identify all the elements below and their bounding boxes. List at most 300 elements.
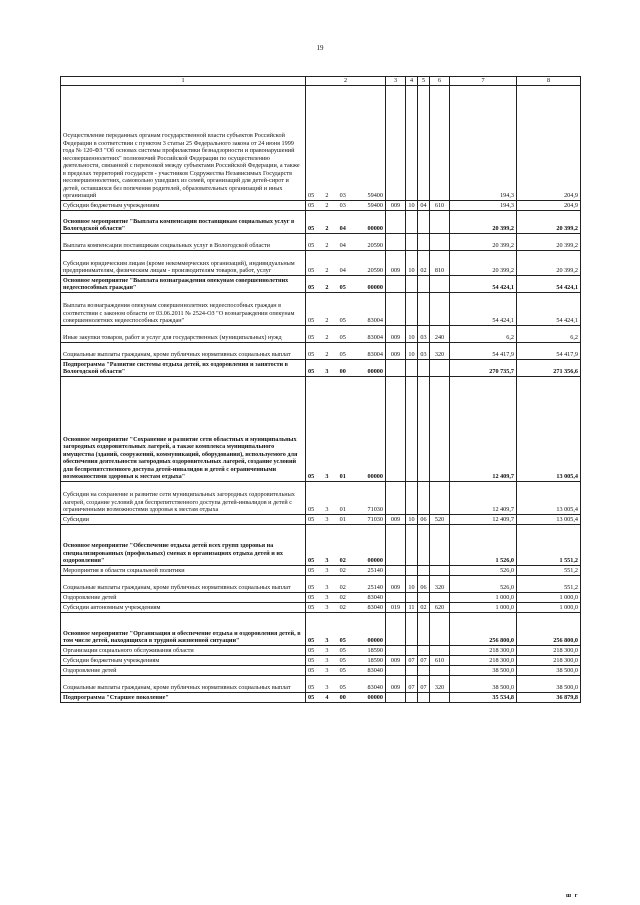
section-code <box>406 276 418 293</box>
header-cell: 7 <box>450 77 517 86</box>
code-part: 05 <box>308 267 315 275</box>
amount-year2: 20 399,2 <box>517 234 581 251</box>
amount-year2: 13 005,4 <box>517 482 581 515</box>
code-part: 03 <box>339 192 346 200</box>
amount-year2: 13 005,4 <box>517 515 581 525</box>
row-name: Осуществление переданных органам государственной власти субъектов Российской Федерации в соответствии с пунктом 3 статьи 25 Федерального закона от 24 июня 1999 года № 120-ФЗ "Об основах системы профилактики безнадзорности и правонарушений несовершеннолетних" полномочий Российской Федерации по осуществлению деятельности, связанной с перевозкой между субъектами Российской Федерации, а также в пределах территорий государств - участников Содружества Независимых Государств несовершеннолетних, самовольно ушедших из семей, организаций для детей-сирот и детей, оставшихся без попечения родителей, образовательных организаций и иных организаций <box>61 86 306 201</box>
code-part: 2 <box>325 317 329 325</box>
amount-year1: 38 500,0 <box>450 676 517 693</box>
table-row <box>61 377 581 482</box>
code-parts <box>308 267 383 275</box>
code-part: 05 <box>308 516 315 524</box>
amount-year1: 1 000,0 <box>450 603 517 613</box>
amount-year1: 38 500,0 <box>450 666 517 676</box>
subsection-code: 07 <box>418 676 430 693</box>
header-cell: 2 <box>306 77 386 86</box>
row-name: Субсидии на сохранение и развитие сети муниципальных загородных оздоровительных лагерей, создание условий для беспрепятственного доступа детей-инвалидов и детей с ограниченными возможностями здоровья к местам отдыха <box>61 482 306 515</box>
amount-year2: 1 000,0 <box>517 593 581 603</box>
code-part: 05 <box>308 242 315 250</box>
section-code <box>406 566 418 576</box>
subsection-code <box>418 666 430 676</box>
section-code <box>406 377 418 482</box>
code-part: 59400 <box>367 192 383 200</box>
table-row <box>61 576 581 593</box>
code-parts <box>308 657 383 665</box>
row-name: Мероприятия в области социальной политики <box>61 566 306 576</box>
code-part: 25140 <box>367 567 383 575</box>
row-code <box>306 326 386 343</box>
row-code <box>306 676 386 693</box>
table-row <box>61 326 581 343</box>
section-code: 07 <box>406 676 418 693</box>
amount-year2: 218 300,0 <box>517 646 581 656</box>
row-name: Субсидии юридическим лицам (кроме некоммерческих организаций), индивидуальным предпринимателям, физическим лицам - производителям товаров, работ, услуг <box>61 251 306 276</box>
code-part: 04 <box>339 225 346 233</box>
expense-type-code: 520 <box>430 515 450 525</box>
code-part: 05 <box>308 506 315 514</box>
code-part: 05 <box>339 317 346 325</box>
code-part: 05 <box>308 225 315 233</box>
row-name: Субсидии автономным учреждениям <box>61 603 306 613</box>
code-part: 05 <box>308 284 315 292</box>
code-part: 05 <box>308 334 315 342</box>
table-row <box>61 593 581 603</box>
code-parts <box>308 368 383 376</box>
expense-type-code <box>430 377 450 482</box>
amount-year2: 551,2 <box>517 576 581 593</box>
row-name: Субсидии <box>61 515 306 525</box>
row-code <box>306 201 386 211</box>
code-part: 83004 <box>367 317 383 325</box>
row-name: Субсидии бюджетным учреждениям <box>61 656 306 666</box>
row-name: Основное мероприятие "Сохранение и развитие сети областных и муниципальных загородных оздоровительных лагерей, а также комплекса муниципального имущества (зданий, сооружений, коммуникаций, оборудования), используемого для обеспечения деятельности загородных оздоровительных лагерей, создание условий для беспрепятственного доступа детей-инвалидов и детей с ограниченными возможностями здоровья к местам отдыха" <box>61 377 306 482</box>
expense-type-code: 610 <box>430 656 450 666</box>
amount-year1: 194,3 <box>450 86 517 201</box>
expense-type-code: 620 <box>430 603 450 613</box>
code-parts <box>308 684 383 692</box>
amount-year2: 218 300,0 <box>517 656 581 666</box>
code-part: 05 <box>308 694 315 702</box>
code-part: 83040 <box>367 594 383 602</box>
section-code <box>406 693 418 703</box>
ministry-code <box>386 593 406 603</box>
code-parts <box>308 694 383 702</box>
code-part: 3 <box>325 604 329 612</box>
row-code <box>306 86 386 201</box>
amount-year2: 13 005,4 <box>517 377 581 482</box>
expense-type-code <box>430 593 450 603</box>
code-part: 18590 <box>367 647 383 655</box>
code-part: 03 <box>339 202 346 210</box>
amount-year1: 54 424,1 <box>450 293 517 326</box>
code-part: 3 <box>325 506 329 514</box>
row-code <box>306 251 386 276</box>
amount-year2: 54 424,1 <box>517 276 581 293</box>
table-row <box>61 276 581 293</box>
row-name: Выплата вознаграждения опекунам совершеннолетних недееспособных граждан в соответствии с законом области от 03.06.2011 № 2524-ОЗ "О вознаграждении опекунам совершеннолетних недееспособных граждан" <box>61 293 306 326</box>
expense-type-code <box>430 666 450 676</box>
expense-type-code: 320 <box>430 576 450 593</box>
code-part: 3 <box>325 516 329 524</box>
row-code <box>306 482 386 515</box>
code-part: 2 <box>325 284 329 292</box>
ministry-code <box>386 211 406 234</box>
code-part: 2 <box>325 242 329 250</box>
ministry-code <box>386 234 406 251</box>
code-part: 05 <box>308 192 315 200</box>
amount-year1: 20 399,2 <box>450 211 517 234</box>
amount-year2: 551,2 <box>517 566 581 576</box>
ministry-code <box>386 646 406 656</box>
section-code: 07 <box>406 656 418 666</box>
section-code: 10 <box>406 576 418 593</box>
row-code <box>306 515 386 525</box>
code-part: 3 <box>325 684 329 692</box>
subsection-code: 02 <box>418 603 430 613</box>
expense-type-code <box>430 211 450 234</box>
code-part: 2 <box>325 351 329 359</box>
amount-year2: 36 879,8 <box>517 693 581 703</box>
row-name: Подпрограмма "Старшее поколение" <box>61 693 306 703</box>
amount-year1: 256 800,0 <box>450 613 517 646</box>
ministry-code <box>386 86 406 201</box>
row-name: Основное мероприятие "Организация и обеспечение отдыха и оздоровления детей, в том числе детей, находящихся в трудной жизненной ситуации" <box>61 613 306 646</box>
page-number: 19 <box>316 44 324 52</box>
code-part: 02 <box>339 557 346 565</box>
amount-year1: 6,2 <box>450 326 517 343</box>
amount-year2: 54 424,1 <box>517 293 581 326</box>
code-part: 01 <box>339 473 346 481</box>
row-code <box>306 603 386 613</box>
code-part: 05 <box>308 368 315 376</box>
code-part: 05 <box>339 667 346 675</box>
section-code <box>406 360 418 377</box>
expense-type-code: 610 <box>430 201 450 211</box>
section-code <box>406 646 418 656</box>
table-row <box>61 656 581 666</box>
code-part: 00000 <box>367 557 383 565</box>
code-part: 3 <box>325 647 329 655</box>
code-part: 05 <box>308 351 315 359</box>
expense-type-code <box>430 525 450 566</box>
code-part: 71030 <box>367 506 383 514</box>
expense-type-code <box>430 693 450 703</box>
row-name: Субсидии бюджетным учреждениям <box>61 201 306 211</box>
section-code: 10 <box>406 343 418 360</box>
expense-type-code <box>430 293 450 326</box>
row-name: Выплата компенсации поставщикам социальных услуг в Вологодской области <box>61 234 306 251</box>
subsection-code <box>418 377 430 482</box>
code-part: 00 <box>339 368 346 376</box>
row-name: Основное мероприятие "Обеспечение отдыха детей всех групп здоровья на специализированных (профильных) сменах в организациях отдыха детей и их оздоровления" <box>61 525 306 566</box>
table-row <box>61 666 581 676</box>
section-code <box>406 593 418 603</box>
code-part: 05 <box>308 647 315 655</box>
amount-year1: 35 534,8 <box>450 693 517 703</box>
code-part: 83040 <box>367 604 383 612</box>
subsection-code <box>418 482 430 515</box>
amount-year1: 20 399,2 <box>450 234 517 251</box>
code-parts <box>308 506 383 514</box>
subsection-code <box>418 86 430 201</box>
header-cell: 5 <box>418 77 430 86</box>
code-parts <box>308 604 383 612</box>
ministry-code <box>386 525 406 566</box>
code-part: 02 <box>339 594 346 602</box>
ministry-code <box>386 360 406 377</box>
row-code <box>306 593 386 603</box>
code-part: 2 <box>325 334 329 342</box>
code-parts <box>308 637 383 645</box>
ministry-code <box>386 566 406 576</box>
code-part: 05 <box>308 473 315 481</box>
row-name: Оздоровление детей <box>61 593 306 603</box>
code-part: 71030 <box>367 516 383 524</box>
ministry-code: 019 <box>386 603 406 613</box>
code-parts <box>308 473 383 481</box>
ministry-code <box>386 377 406 482</box>
amount-year1: 12 409,7 <box>450 482 517 515</box>
subsection-code: 06 <box>418 576 430 593</box>
row-code <box>306 234 386 251</box>
section-code: 10 <box>406 251 418 276</box>
subsection-code <box>418 211 430 234</box>
code-parts <box>308 667 383 675</box>
code-part: 05 <box>308 317 315 325</box>
code-part: 00000 <box>367 368 383 376</box>
code-part: 05 <box>308 684 315 692</box>
header-cell: 1 <box>61 77 306 86</box>
ministry-code <box>386 276 406 293</box>
expense-type-code <box>430 566 450 576</box>
row-name: Социальные выплаты гражданам, кроме публичных нормативных социальных выплат <box>61 676 306 693</box>
code-part: 3 <box>325 557 329 565</box>
ministry-code: 009 <box>386 576 406 593</box>
code-part: 02 <box>339 584 346 592</box>
code-part: 00000 <box>367 284 383 292</box>
ministry-code <box>386 293 406 326</box>
amount-year1: 526,0 <box>450 566 517 576</box>
table-row <box>61 676 581 693</box>
code-part: 2 <box>325 225 329 233</box>
table-row <box>61 360 581 377</box>
code-part: 83004 <box>367 334 383 342</box>
table-row <box>61 293 581 326</box>
amount-year2: 20 399,2 <box>517 251 581 276</box>
expense-type-code: 240 <box>430 326 450 343</box>
code-part: 20590 <box>367 267 383 275</box>
row-code <box>306 525 386 566</box>
code-part: 00000 <box>367 694 383 702</box>
amount-year1: 54 417,9 <box>450 343 517 360</box>
ministry-code: 009 <box>386 676 406 693</box>
ministry-code <box>386 666 406 676</box>
code-part: 05 <box>339 284 346 292</box>
amount-year2: 204,9 <box>517 201 581 211</box>
header-cell: 3 <box>386 77 406 86</box>
row-code <box>306 360 386 377</box>
expense-type-code: 320 <box>430 343 450 360</box>
row-code <box>306 656 386 666</box>
code-part: 04 <box>339 267 346 275</box>
code-part: 02 <box>339 604 346 612</box>
subsection-code <box>418 693 430 703</box>
code-parts <box>308 584 383 592</box>
table-row <box>61 201 581 211</box>
budget-table <box>60 76 581 703</box>
code-part: 05 <box>308 567 315 575</box>
code-part: 00000 <box>367 637 383 645</box>
code-part: 3 <box>325 473 329 481</box>
expense-type-code <box>430 646 450 656</box>
code-parts <box>308 225 383 233</box>
code-parts <box>308 567 383 575</box>
ministry-code: 009 <box>386 326 406 343</box>
code-part: 01 <box>339 516 346 524</box>
code-part: 3 <box>325 657 329 665</box>
code-part: 3 <box>325 637 329 645</box>
expense-type-code <box>430 360 450 377</box>
subsection-code <box>418 566 430 576</box>
section-code <box>406 86 418 201</box>
section-code: 10 <box>406 326 418 343</box>
code-part: 59400 <box>367 202 383 210</box>
table-row <box>61 343 581 360</box>
table-row <box>61 211 581 234</box>
table-row <box>61 603 581 613</box>
table-row <box>61 86 581 201</box>
amount-year2: 54 417,9 <box>517 343 581 360</box>
row-code <box>306 666 386 676</box>
code-parts <box>308 284 383 292</box>
row-code <box>306 613 386 646</box>
subsection-code <box>418 360 430 377</box>
row-name: Социальные выплаты гражданам, кроме публичных нормативных социальных выплат <box>61 343 306 360</box>
row-name: Организации социального обслуживания области <box>61 646 306 656</box>
section-code <box>406 613 418 646</box>
code-part: 3 <box>325 584 329 592</box>
code-part: 05 <box>339 334 346 342</box>
code-part: 83040 <box>367 684 383 692</box>
row-name: Подпрограмма "Развитие системы отдыха детей, их оздоровления и занятости в Вологодской области" <box>61 360 306 377</box>
code-part: 18590 <box>367 657 383 665</box>
amount-year1: 1 000,0 <box>450 593 517 603</box>
code-part: 2 <box>325 267 329 275</box>
ministry-code: 009 <box>386 515 406 525</box>
code-parts <box>308 351 383 359</box>
expense-type-code <box>430 276 450 293</box>
code-part: 05 <box>339 684 346 692</box>
code-part: 05 <box>308 604 315 612</box>
expense-type-code: 810 <box>430 251 450 276</box>
row-code <box>306 377 386 482</box>
row-name: Оздоровление детей <box>61 666 306 676</box>
table-row <box>61 515 581 525</box>
row-code <box>306 276 386 293</box>
subsection-code <box>418 276 430 293</box>
amount-year2: 20 399,2 <box>517 211 581 234</box>
row-name: Социальные выплаты гражданам, кроме публичных нормативных социальных выплат <box>61 576 306 593</box>
amount-year2: 271 356,6 <box>517 360 581 377</box>
code-part: 05 <box>308 584 315 592</box>
code-part: 83040 <box>367 667 383 675</box>
code-part: 4 <box>325 694 329 702</box>
section-code <box>406 666 418 676</box>
code-part: 2 <box>325 202 329 210</box>
table-row <box>61 482 581 515</box>
row-code <box>306 693 386 703</box>
row-name: Основное мероприятие "Выплата вознаграждения опекунам совершеннолетних недееспособных граждан" <box>61 276 306 293</box>
section-code <box>406 525 418 566</box>
ministry-code: 009 <box>386 656 406 666</box>
code-part: 05 <box>339 351 346 359</box>
amount-year2: 38 500,0 <box>517 666 581 676</box>
expense-type-code: 320 <box>430 676 450 693</box>
code-parts <box>308 202 383 210</box>
code-part: 05 <box>308 557 315 565</box>
amount-year2: 1 551,2 <box>517 525 581 566</box>
code-parts <box>308 334 383 342</box>
expense-type-code <box>430 86 450 201</box>
row-code <box>306 566 386 576</box>
subsection-code <box>418 646 430 656</box>
table-row <box>61 693 581 703</box>
amount-year2: 38 500,0 <box>517 676 581 693</box>
code-part: 05 <box>339 657 346 665</box>
amount-year1: 270 735,7 <box>450 360 517 377</box>
code-parts <box>308 317 383 325</box>
code-part: 05 <box>339 637 346 645</box>
ministry-code <box>386 693 406 703</box>
code-part: 04 <box>339 242 346 250</box>
table-row <box>61 613 581 646</box>
row-code <box>306 576 386 593</box>
code-part: 05 <box>308 594 315 602</box>
expense-type-code <box>430 234 450 251</box>
amount-year2: 204,9 <box>517 86 581 201</box>
row-code <box>306 646 386 656</box>
row-code <box>306 343 386 360</box>
header-row <box>61 77 581 86</box>
section-code: 10 <box>406 515 418 525</box>
code-part: 3 <box>325 567 329 575</box>
code-part: 01 <box>339 506 346 514</box>
subsection-code <box>418 525 430 566</box>
amount-year1: 54 424,1 <box>450 276 517 293</box>
section-code <box>406 211 418 234</box>
amount-year1: 12 409,7 <box>450 515 517 525</box>
row-code <box>306 293 386 326</box>
header-cell: 8 <box>517 77 581 86</box>
header-cell: 6 <box>430 77 450 86</box>
code-part: 25140 <box>367 584 383 592</box>
code-parts <box>308 192 383 200</box>
section-code: 11 <box>406 603 418 613</box>
code-parts <box>308 594 383 602</box>
amount-year1: 12 409,7 <box>450 377 517 482</box>
amount-year1: 218 300,0 <box>450 656 517 666</box>
amount-year1: 1 526,0 <box>450 525 517 566</box>
code-part: 00000 <box>367 473 383 481</box>
code-part: 3 <box>325 594 329 602</box>
subsection-code: 04 <box>418 201 430 211</box>
code-part: 00000 <box>367 225 383 233</box>
header-cell: 4 <box>406 77 418 86</box>
amount-year2: 6,2 <box>517 326 581 343</box>
subsection-code: 06 <box>418 515 430 525</box>
subsection-code <box>418 613 430 646</box>
subsection-code: 02 <box>418 251 430 276</box>
